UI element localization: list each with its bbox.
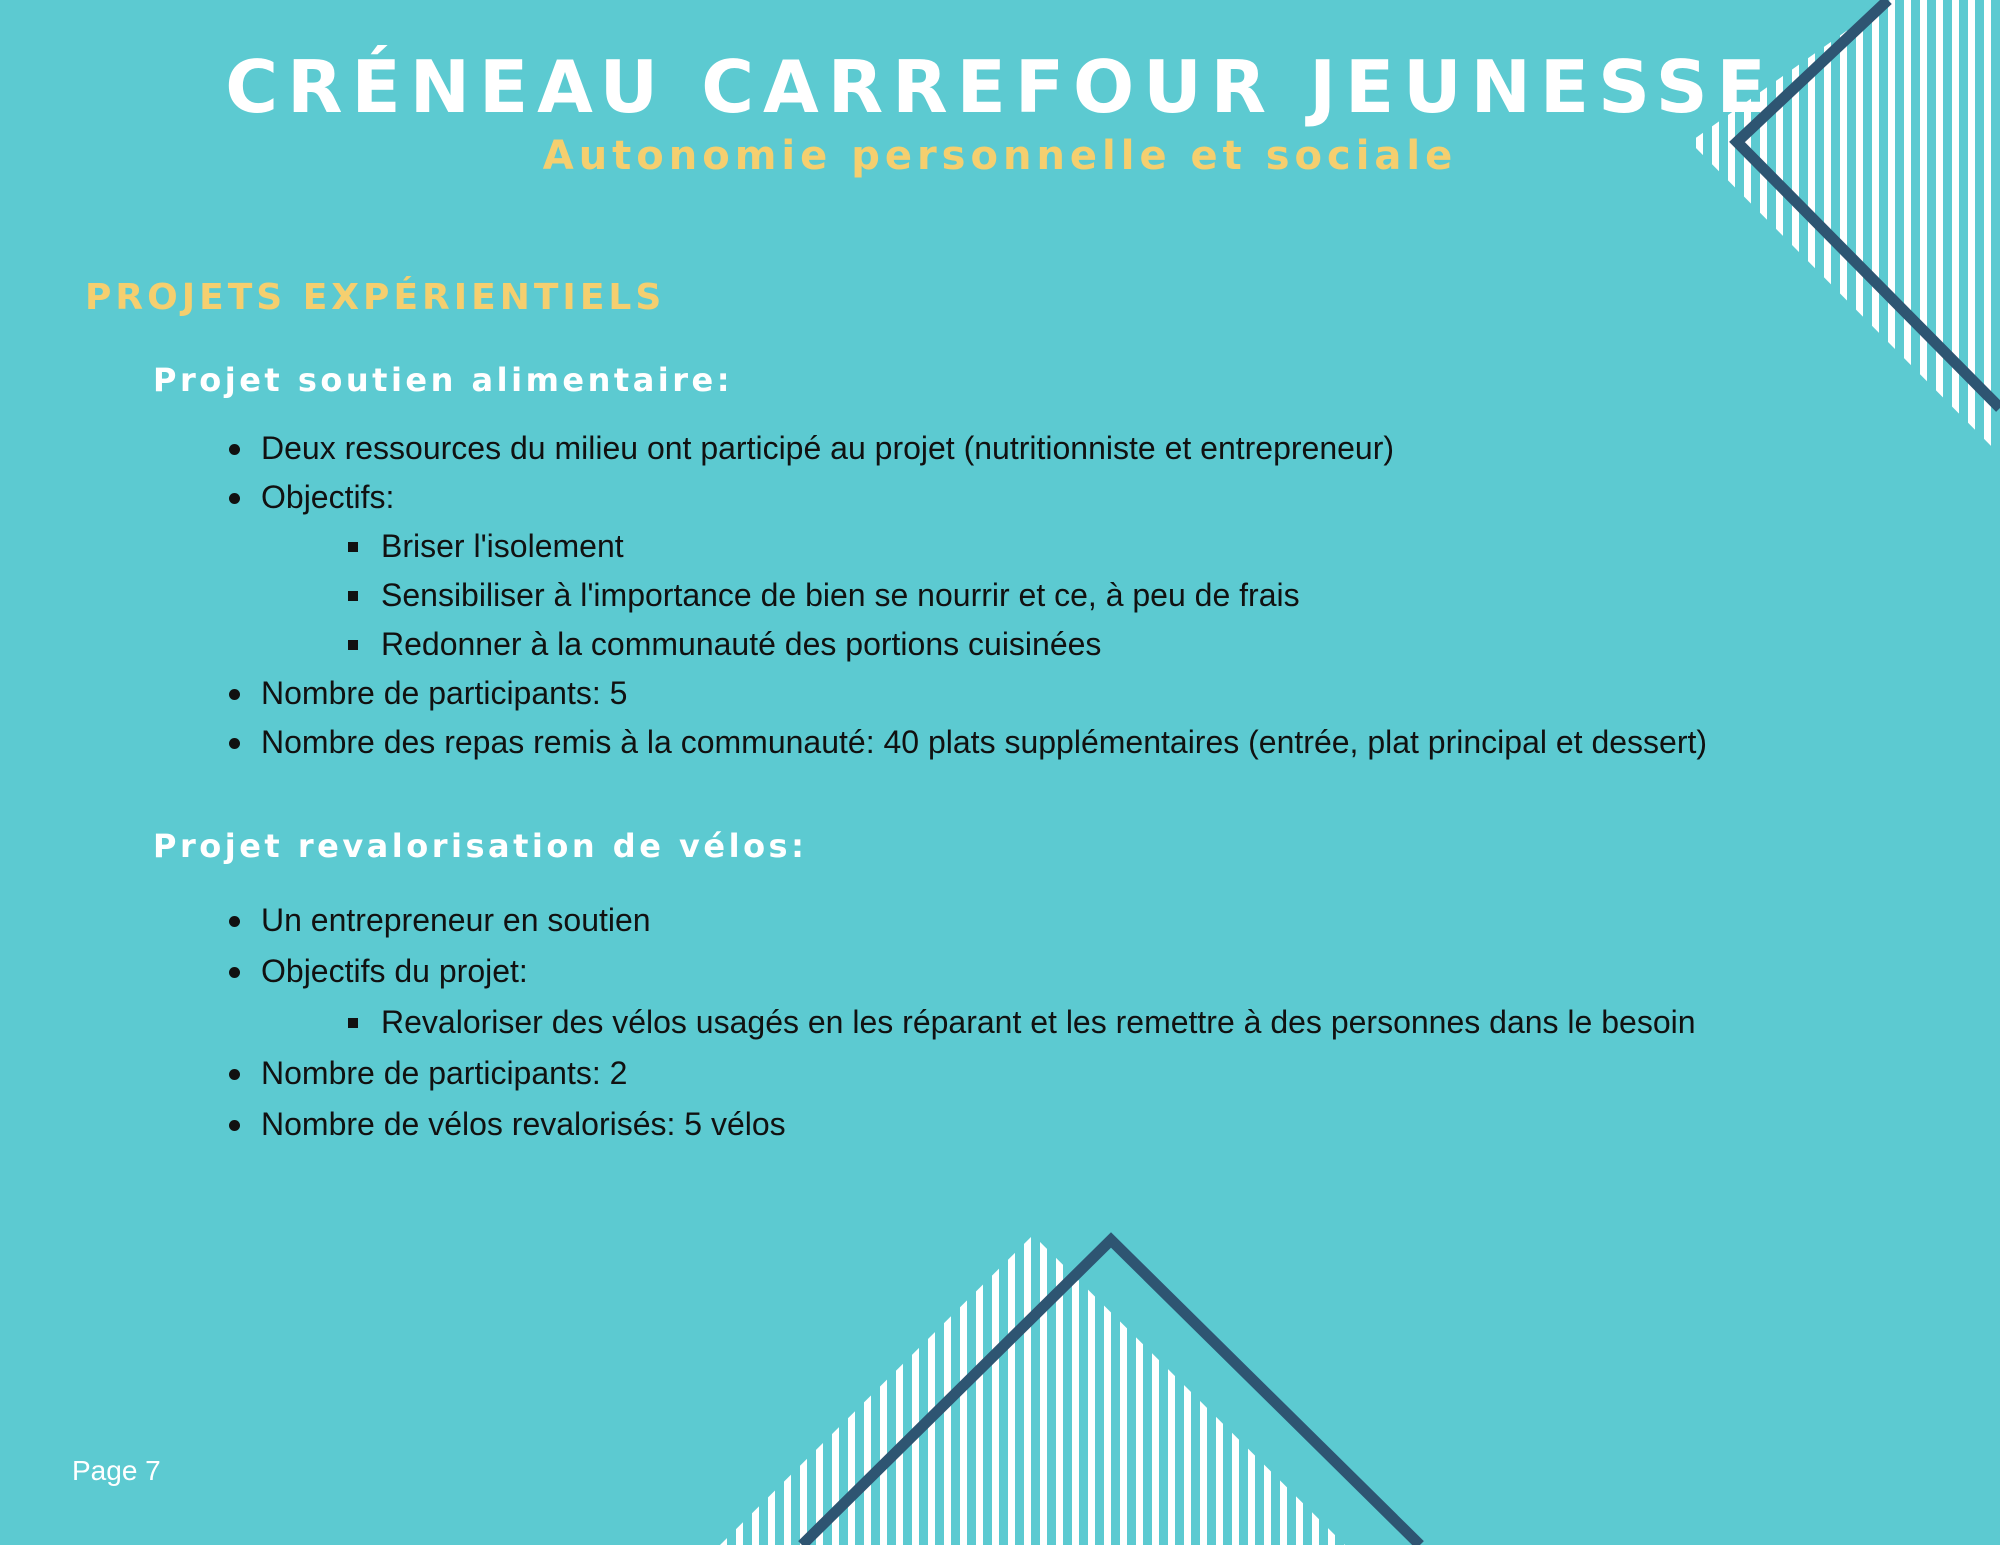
list-item: Nombre de participants: 2 <box>261 1049 1973 1098</box>
list-item: Objectifs: <box>261 473 1973 522</box>
list-item: Sensibiliser à l'importance de bien se nourrir et ce, à peu de frais <box>381 571 1973 620</box>
project-food-support <box>153 358 1973 767</box>
striped-triangle-bottom <box>720 1235 1345 1545</box>
list-item: Briser l'isolement <box>381 522 1973 571</box>
list-item: Nombre de vélos revalorisés: 5 vélos <box>261 1100 1973 1149</box>
page-header <box>0 42 2000 180</box>
section-heading: PROJETS EXPÉRIENTIELS <box>85 277 666 318</box>
project-title: Projet soutien alimentaire: <box>153 361 734 399</box>
project-bullet-list <box>261 896 1973 1149</box>
list-item: Redonner à la communauté des portions cuisinées <box>381 620 1973 669</box>
page-subtitle: Autonomie personnelle et sociale <box>542 133 1458 179</box>
list-item: Un entrepreneur en soutien <box>261 896 1973 945</box>
page-title: CRÉNEAU CARREFOUR JEUNESSE <box>225 45 1775 129</box>
project-bike-revaluation <box>153 824 1973 1149</box>
list-item: Revaloriser des vélos usagés en les réparant et les remettre à des personnes dans le besoin <box>381 998 1973 1047</box>
list-item: Nombre de participants: 5 <box>261 669 1973 718</box>
project-title: Projet revalorisation de vélos: <box>153 827 808 865</box>
list-item: Deux ressources du milieu ont participé au projet (nutritionniste et entrepreneur) <box>261 424 1973 473</box>
page-number: Page 7 <box>72 1455 161 1486</box>
list-item: Objectifs du projet: <box>261 947 1973 996</box>
project-bullet-list <box>261 424 1973 767</box>
list-item: Nombre des repas remis à la communauté: 40 plats supplémentaires (entrée, plat principal et dessert) <box>261 718 1973 767</box>
